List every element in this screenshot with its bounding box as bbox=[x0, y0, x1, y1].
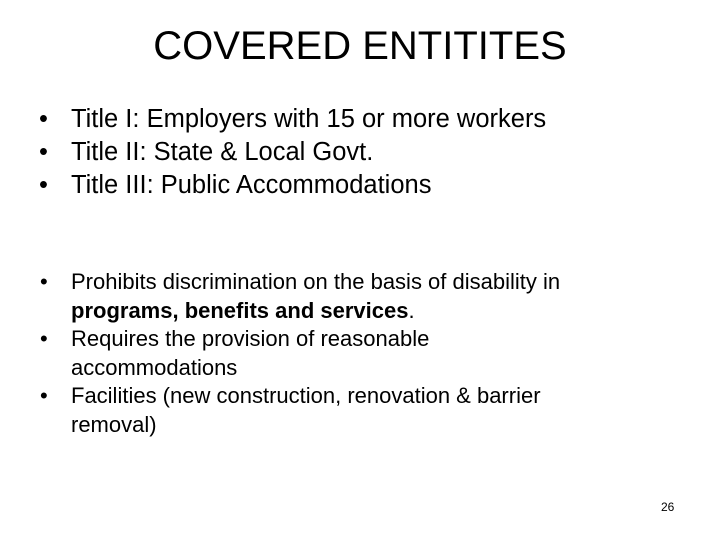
list-item-text-tail: . bbox=[408, 297, 415, 323]
slide-title: COVERED ENTITITES bbox=[153, 24, 567, 68]
list-item-text-line2: accommodations bbox=[71, 354, 238, 380]
list-item-facilities bbox=[0, 382, 560, 439]
list-item-text-line1: Prohibits discrimination on the basis of disability in bbox=[71, 269, 561, 294]
list-item-emphasis: programs, benefits and services bbox=[71, 297, 409, 323]
bullet-icon: • bbox=[39, 105, 48, 133]
list-item-text: Title I: Employers with 15 or more workers bbox=[71, 105, 547, 133]
list-item-text-line1: Requires the provision of reasonable bbox=[71, 326, 430, 351]
list-item-text: Title III: Public Accommodations bbox=[71, 171, 432, 199]
list-item-text-line2: removal) bbox=[71, 411, 157, 437]
list-item-title-2 bbox=[0, 136, 546, 169]
bullet-icon: • bbox=[39, 171, 48, 199]
bullet-icon: • bbox=[40, 383, 48, 408]
titles-list bbox=[0, 103, 546, 202]
list-item-prohibits-discrimination bbox=[0, 268, 560, 325]
bullet-icon: • bbox=[39, 138, 48, 166]
list-item-text-line1: Facilities (new construction, renovation & barrier bbox=[71, 383, 541, 408]
provisions-list bbox=[0, 268, 560, 439]
bullet-icon: • bbox=[40, 269, 48, 294]
bullet-icon: • bbox=[40, 326, 48, 351]
page-number: 26 bbox=[661, 500, 675, 514]
list-item-text: Title II: State & Local Govt. bbox=[71, 138, 374, 166]
list-item-title-1 bbox=[0, 103, 546, 136]
list-item-reasonable-accommodations bbox=[0, 325, 560, 382]
list-item-title-3 bbox=[0, 169, 546, 202]
